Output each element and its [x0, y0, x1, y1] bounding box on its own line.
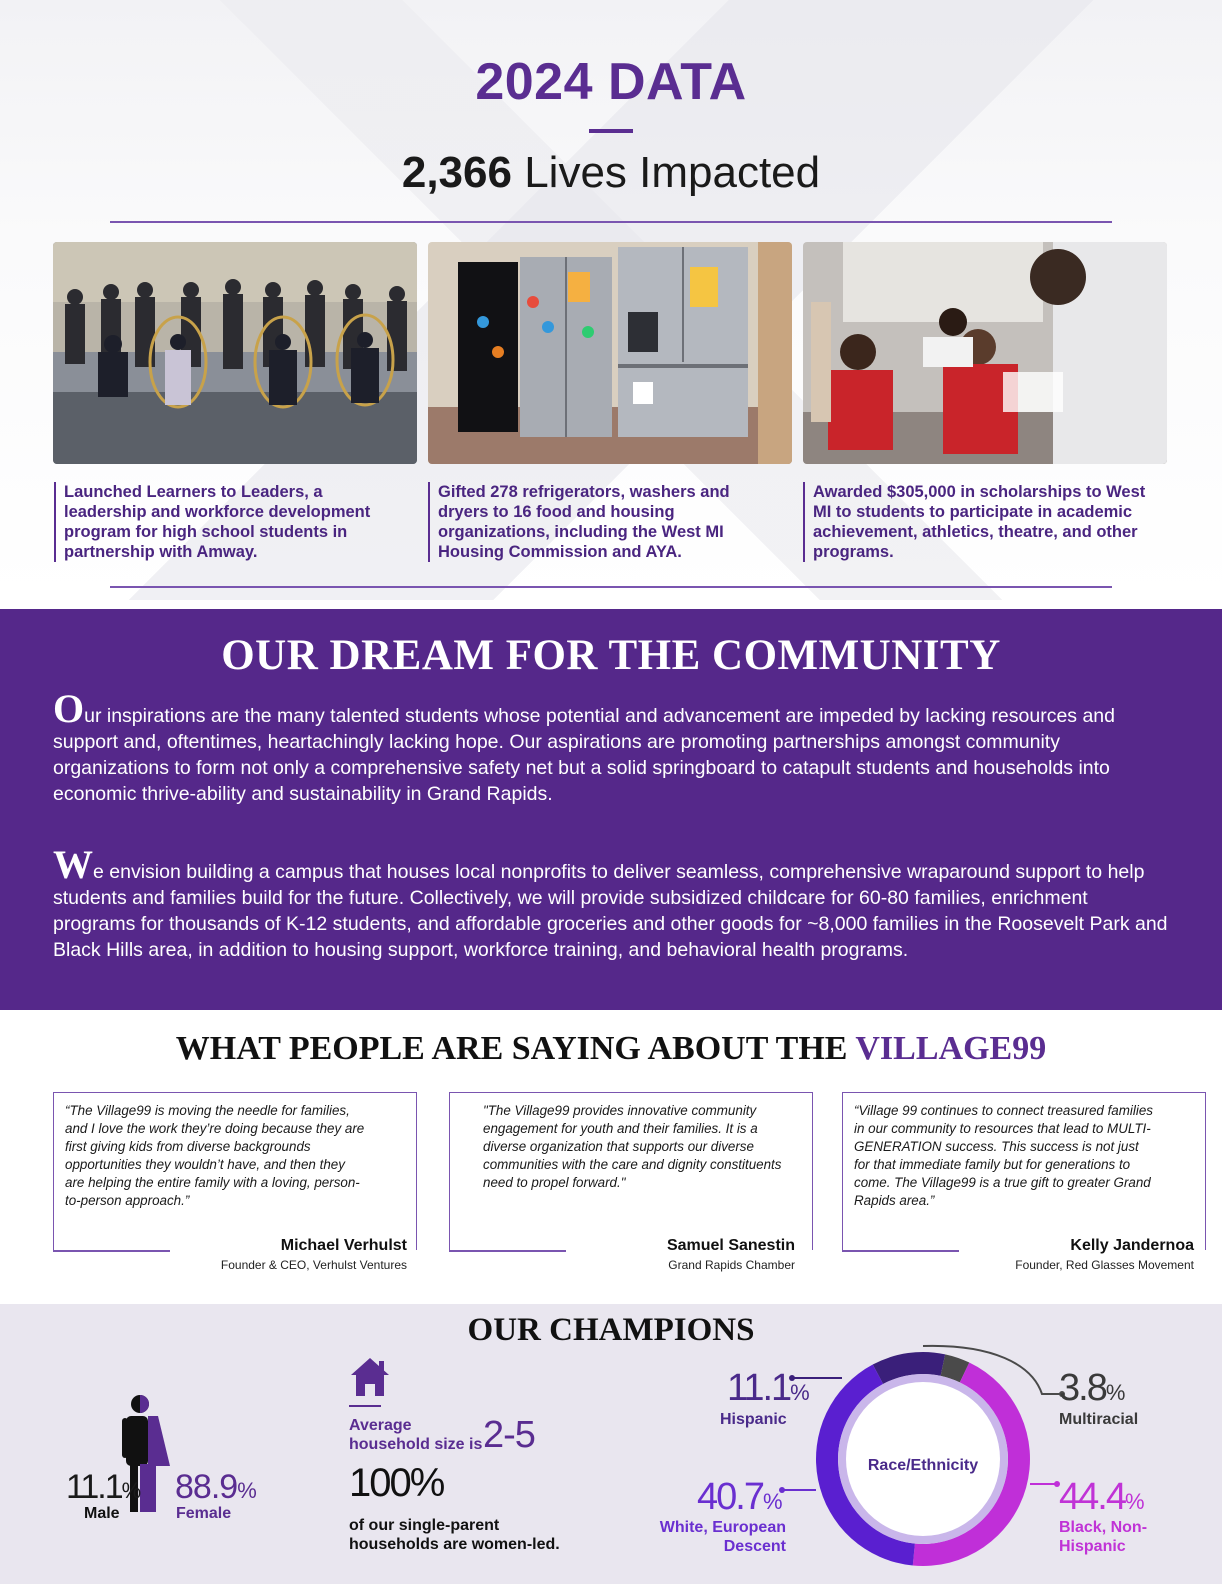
testimonial-name: Samuel Sanestin [666, 1237, 795, 1254]
dream-paragraph [53, 842, 1173, 963]
testimonial-card [449, 1092, 813, 1250]
champions-title: OUR CHAMPIONS [467, 1312, 755, 1348]
drop-cap: W [53, 842, 93, 887]
female-percent [175, 1468, 256, 1507]
house-icon [349, 1356, 391, 1398]
title-divider [589, 129, 633, 133]
household-label: Average household size is [349, 1417, 483, 1453]
single-parent-label: of our single-parent households are women-led. [349, 1517, 560, 1553]
highlight-caption: Gifted 278 refrigerators, washers and dryers to 16 food and housing organizations, including the West MI Housing Commission and AYA. [428, 482, 778, 562]
male-value: 11.1 [66, 1468, 122, 1506]
photo-learners-to-leaders [53, 242, 417, 464]
testimonial-quote: “The Village99 is moving the needle for families, and I love the work they’re doing because they are first giving kids from diverse backgrounds opportunities they wouldn’t have, and then they are helping the entire family with a loving, person-to-person approach.” [65, 1103, 365, 1208]
hispanic-value: 11.1 [727, 1367, 791, 1409]
testimonial-role: Founder, Red Glasses Movement [1015, 1258, 1194, 1272]
white-label: White, European Descent [659, 1519, 786, 1555]
top-rule [110, 221, 1112, 223]
multiracial-label: Multiracial [1059, 1411, 1139, 1428]
female-label: Female [176, 1505, 232, 1522]
multiracial-percent [1059, 1367, 1123, 1410]
testimonials-title-main: WHAT PEOPLE ARE SAYING ABOUT THE [175, 1030, 856, 1067]
dream-title: OUR DREAM FOR THE COMMUNITY [221, 632, 1001, 679]
photo-scholarship-students [803, 242, 1167, 464]
male-label: Male [84, 1505, 120, 1522]
white-value: 40.7 [697, 1476, 763, 1518]
testimonials-title [0, 1030, 1222, 1068]
testimonial-quote: “Village 99 continues to connect treasured families in our community to resources that lead to MULTI-GENERATION success. This success is not just for that immediate family but for generations to come. The Village99 is a true gift to greater Grand Rapids area.” [854, 1103, 1153, 1208]
testimonial-role: Founder & CEO, Verhulst Ventures [220, 1258, 407, 1272]
champions-section [0, 1304, 1222, 1584]
percent-sign: % [121, 1478, 140, 1503]
white-percent [697, 1476, 781, 1519]
dream-paragraph [53, 686, 1173, 807]
household-divider [349, 1405, 381, 1407]
highlight-caption: Awarded $305,000 in scholarships to West MI to students to participate in academic achievement, athletics, theatre, and other programs. [803, 482, 1153, 562]
testimonial-card [842, 1092, 1206, 1250]
testimonial-quote: "The Village99 provides innovative community engagement for youth and their families. It is a diverse organization that supports our diverse communities with the care and dignity constituents need to propel forward." [483, 1103, 782, 1190]
page-title: 2024 DATA [475, 53, 747, 111]
lives-label: Lives Impacted [511, 148, 821, 197]
testimonials-title-accent: VILLAGE99 [855, 1030, 1047, 1067]
dream-section [0, 609, 1222, 1010]
percent-sign: % [1124, 1489, 1143, 1514]
drop-cap: O [53, 686, 85, 731]
testimonial-name: Kelly Jandernoa [1070, 1237, 1194, 1254]
dream-paragraph-text: ur inspirations are the many talented students whose potential and advancement are impeded by lacking resources and support and, oftentimes, heartachingly lacking hope. Our aspirations are promoting partnerships amongst community organizations to form not only a comprehensive safety net but a solid springboard to catapult students and households into economic thrive-ability and sustainability in Grand Rapids. [53, 705, 1115, 805]
multiracial-value: 3.8 [1059, 1367, 1106, 1409]
data-header-section [0, 0, 1222, 600]
percent-sign: % [790, 1380, 808, 1405]
donut-center-label: Race/Ethnicity [867, 1457, 979, 1474]
testimonial-card [53, 1092, 417, 1250]
dream-paragraph-text: e envision building a campus that houses local nonprofits to deliver seamless, comprehensive wraparound support to help students and families build for the future. Collectively, we will provide subsidized childcare for 60-80 families, enrichment programs for thousands of K-12 students, and affordable groceries and other goods for ~8,000 families in the Roosevelt Park and Black Hills area, in addition to housing support, workforce training, and behavioral health programs. [53, 861, 1168, 961]
testimonial-role: Grand Rapids Chamber [668, 1258, 795, 1272]
percent-sign: % [762, 1489, 781, 1514]
black-value: 44.4 [1059, 1476, 1125, 1518]
male-percent [66, 1468, 139, 1507]
black-label: Black, Non-Hispanic [1059, 1519, 1148, 1555]
mid-rule [110, 586, 1112, 588]
photo-refrigerators [428, 242, 792, 464]
female-value: 88.9 [175, 1468, 238, 1506]
percent-sign: % [1105, 1380, 1124, 1405]
testimonial-name: Michael Verhulst [280, 1237, 407, 1254]
black-percent [1059, 1476, 1143, 1519]
lives-impacted [0, 148, 1222, 198]
single-parent-value: 100% [349, 1461, 444, 1505]
household-value: 2-5 [483, 1414, 535, 1456]
percent-sign: % [237, 1478, 256, 1503]
highlight-caption: Launched Learners to Leaders, a leadership and workforce development program for high school students in partnership with Amway. [54, 482, 404, 562]
hispanic-label: Hispanic [720, 1411, 787, 1428]
hispanic-percent [727, 1367, 808, 1410]
lives-number: 2,366 [401, 148, 512, 197]
